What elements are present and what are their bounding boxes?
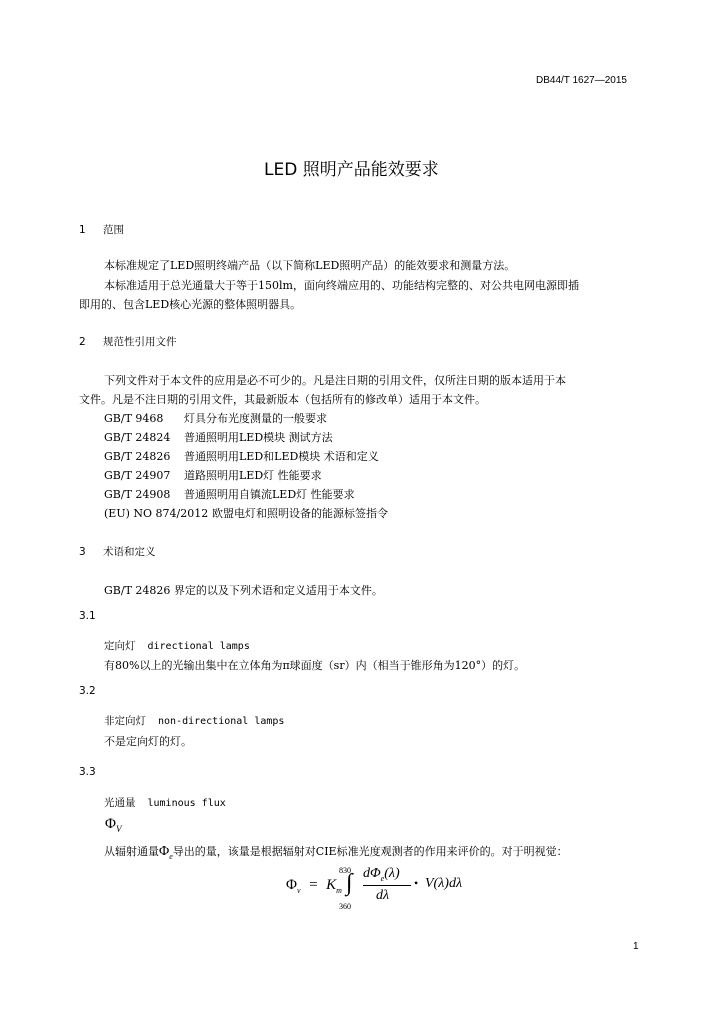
integral-lower-limit: 360 <box>339 902 351 911</box>
document-title: LED 照明产品能效要求 <box>264 160 439 180</box>
reference-code: GB/T 24826 <box>104 450 171 463</box>
definition-post: 导出的量，该量是根据辐射对CIE标准光度观测者的作用来评价的。对于明视觉： <box>172 845 568 858</box>
section-3-heading <box>79 544 156 559</box>
page-number: 1 <box>633 941 639 952</box>
symbol-phi: Φ <box>159 844 170 859</box>
integral-sign: ∫ <box>346 870 353 896</box>
section-number: 1 <box>79 224 86 236</box>
term-zh: 光通量 <box>104 797 136 809</box>
reference-code: (EU) NO 874/2012 <box>104 507 209 520</box>
section-title: 规范性引用文件 <box>103 336 177 348</box>
lhs-subscript: v <box>296 886 301 895</box>
section-title: 术语和定义 <box>103 546 156 558</box>
standard-number: DB44/T 1627—2015 <box>536 75 627 86</box>
term-en: directional lamps <box>147 641 250 652</box>
reference-item <box>104 505 388 521</box>
term-number: 3.3 <box>79 766 96 778</box>
fraction-numerator <box>363 866 400 883</box>
reference-code: GB/T 9468 <box>104 412 164 425</box>
term-number: 3.2 <box>79 685 96 697</box>
section-number: 3 <box>79 546 86 558</box>
formula-tail: V(λ)dλ <box>425 876 463 891</box>
lhs-phi: Φ <box>286 877 297 893</box>
reference-code: GB/T 24824 <box>104 431 171 444</box>
reference-title: 欧盟电灯和照明设备的能源标签指令 <box>212 507 388 520</box>
paragraph: 本标准适用于总光通量大于等于150lm，面向终端应用的、功能结构完整的、对公共电网电源即插 <box>104 279 579 292</box>
k-subscript: m <box>336 886 342 895</box>
multiplication-dot: • <box>414 876 419 890</box>
term-heading <box>104 638 250 653</box>
fraction-bar <box>363 885 411 886</box>
term-zh: 非定向灯 <box>104 715 146 727</box>
symbol-subscript: e <box>169 851 173 861</box>
paragraph: GB/T 24826 界定的以及下列术语和定义适用于本文件。 <box>104 584 383 597</box>
term-definition <box>104 843 568 861</box>
term-definition: 不是定向灯的灯。 <box>104 735 192 748</box>
radiant-flux-symbol <box>159 844 173 859</box>
paragraph: 下列文件对于本文件的应用是必不可少的。凡是注日期的引用文件，仅所注日期的版本适用于本 <box>104 374 566 387</box>
numerator-subscript: e <box>380 873 385 883</box>
reference-code: GB/T 24907 <box>104 469 171 482</box>
symbol-phi: Φ <box>105 816 116 832</box>
fraction-denominator: dλ <box>376 888 390 903</box>
reference-item <box>104 486 355 502</box>
formula-lhs <box>286 877 342 895</box>
definition-pre: 从辐射通量 <box>104 845 159 858</box>
section-2-heading <box>79 334 177 349</box>
term-heading <box>104 795 226 810</box>
term-en: non-directional lamps <box>158 716 285 727</box>
reference-title: 普通照明用自镇流LED灯 性能要求 <box>184 488 355 501</box>
paragraph: 本标准规定了LED照明终端产品（以下简称LED照明产品）的能效要求和测量方法。 <box>104 259 516 272</box>
reference-code: GB/T 24908 <box>104 488 171 501</box>
paragraph: 即用的、包含LED核心光源的整体照明器具。 <box>79 298 302 311</box>
symbol-subscript: V <box>115 824 122 834</box>
section-1-heading <box>79 222 124 237</box>
reference-item <box>104 410 327 426</box>
term-en: luminous flux <box>147 798 226 809</box>
section-title: 范围 <box>103 224 125 236</box>
luminous-flux-formula <box>286 864 486 914</box>
term-symbol <box>105 816 121 834</box>
term-definition: 有80%以上的光输出集中在立体角为π球面度（sr）内（相当于锥形角为120°）的灯。 <box>104 659 526 672</box>
reference-title: 道路照明用LED灯 性能要求 <box>184 469 322 482</box>
numerator-d-phi: dΦ <box>363 866 381 881</box>
reference-item <box>104 429 333 445</box>
numerator-argument: (λ) <box>384 866 400 881</box>
reference-title: 普通照明用LED模块 测试方法 <box>184 431 333 444</box>
equals-sign: = <box>308 877 319 893</box>
integral-upper-limit: 830 <box>339 866 351 875</box>
term-heading <box>104 713 284 728</box>
section-number: 2 <box>79 336 86 348</box>
reference-title: 灯具分布光度测量的一般要求 <box>184 412 327 425</box>
term-zh: 定向灯 <box>104 640 136 652</box>
reference-item <box>104 467 322 483</box>
paragraph: 文件。凡是不注日期的引用文件，其最新版本（包括所有的修改单）适用于本文件。 <box>79 393 486 406</box>
k-constant: K <box>326 877 337 893</box>
reference-title: 普通照明用LED和LED模块 术语和定义 <box>184 450 379 463</box>
term-number: 3.1 <box>79 610 96 622</box>
reference-item <box>104 448 379 464</box>
